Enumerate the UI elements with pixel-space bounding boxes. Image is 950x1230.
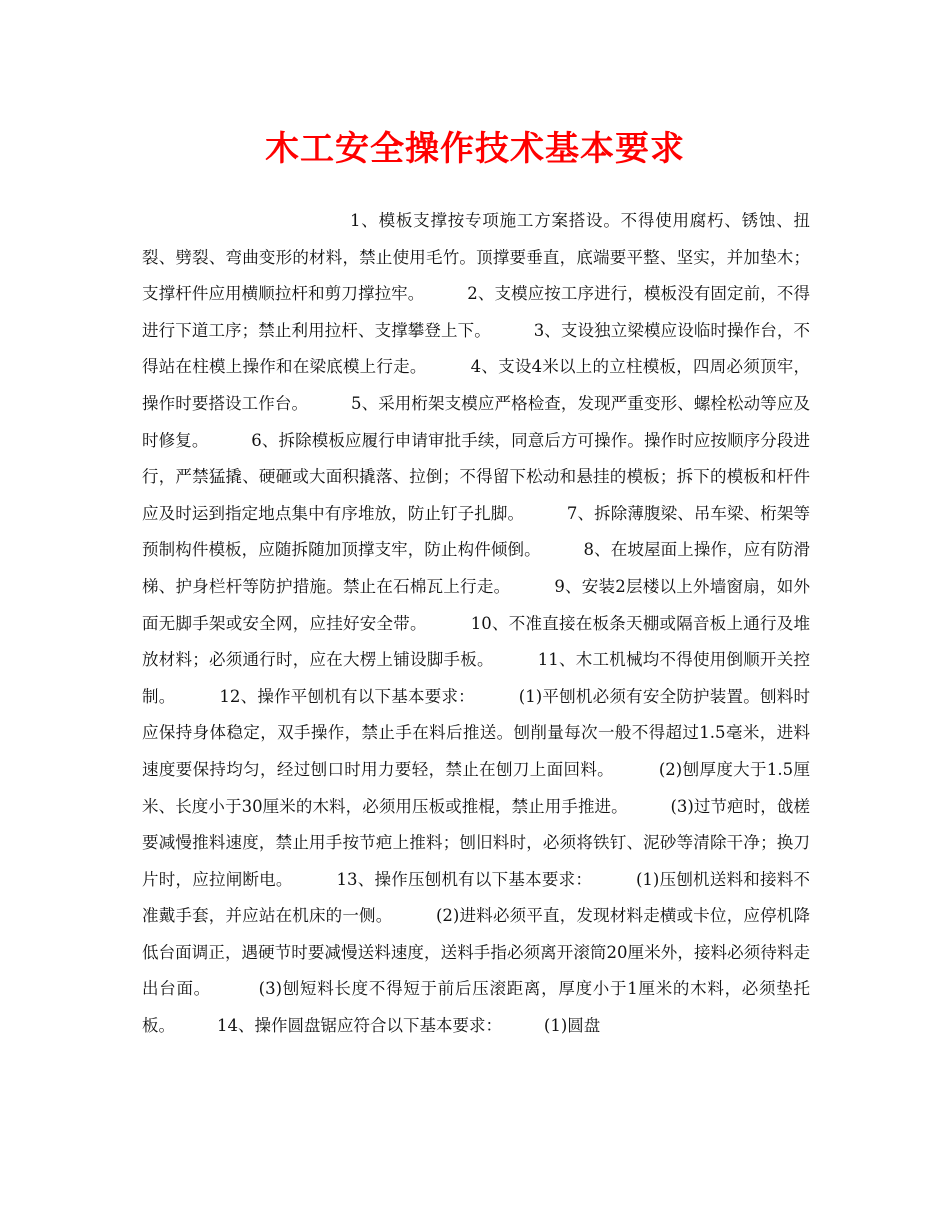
document-body-text: 1、模板支撑按专项施工方案搭设。不得使用腐朽、锈蚀、扭裂、劈裂、弯曲变形的材料，禁止使用毛竹。顶撑要垂直，底端要平整、坚实，并加垫木；支撑杆件应用横顺拉杆和剪刀撑拉牢。 2、支模应按工序进行，模板没有固定前，不得进行下道工序；禁止利用拉杆、支撑攀登上下。 3、支设独立梁模应设临时操作台，不得站在柱模上操作和在梁底模上行走。 4、支设4米以上的立柱模板，四周必须顶牢，操作时要搭设工作台。 5、采用桁架支模应严格检查，发现严重变形、螺栓松动等应及时修复。 6、拆除模板应履行申请审批手续，同意后方可操作。操作时应按顺序分段进行，严禁猛撬、硬砸或大面积撬落、拉倒；不得留下松动和悬挂的模板；拆下的模板和杆件应及时运到指定地点集中有序堆放，防止钉子扎脚。 7、拆除薄腹梁、吊车梁、桁架等预制构件模板，应随拆随加顶撑支牢，防止构件倾倒。 8、在坡屋面上操作，应有防滑梯、护身栏杆等防护措施。禁止在石棉瓦上行走。 9、安装2层楼以上外墙窗扇，如外面无脚手架或安全网，应挂好安全带。 10、不准直接在板条天棚或隔音板上通行及堆放材料；必须通行时，应在大楞上铺设脚手板。 11、木工机械均不得使用倒顺开关控制。 12、操作平刨机有以下基本要求： (1)平刨机必须有安全防护装置。刨料时应保持身体稳定，双手操作，禁止手在料后推送。刨削量每次一般不得超过1.5毫米，进料速度要保持均匀，经过刨口时用力要轻，禁止在刨刀上面回料。 (2)刨厚度大于1.5厘米、长度小于30厘米的木料，必须用压板或推棍，禁止用手推进。 (3)过节疤时，戗槎要减慢推料速度，禁止用手按节疤上推料；刨旧料时，必须将铁钉、泥砂等清除干净；换刀片时，应拉闸断电。 13、操作压刨机有以下基本要求： (1)压刨机送料和接料不准戴手套，并应站在机床的一侧。 (2)进料必须平直，发现材料走横或卡位，应停机降低台面调正，遇硬节时要减慢送料速度，送料手指必须离开滚筒20厘米外，接料必须待料走出台面。 (3)刨短料长度不得短于前后压滚距离，厚度小于1厘米的木料，必须垫托板。 14、操作圆盘锯应符合以下基本要求： (1)圆盘 bbox=[142, 211, 810, 1036]
document-title: 木工安全操作技术基本要求 bbox=[265, 129, 685, 169]
